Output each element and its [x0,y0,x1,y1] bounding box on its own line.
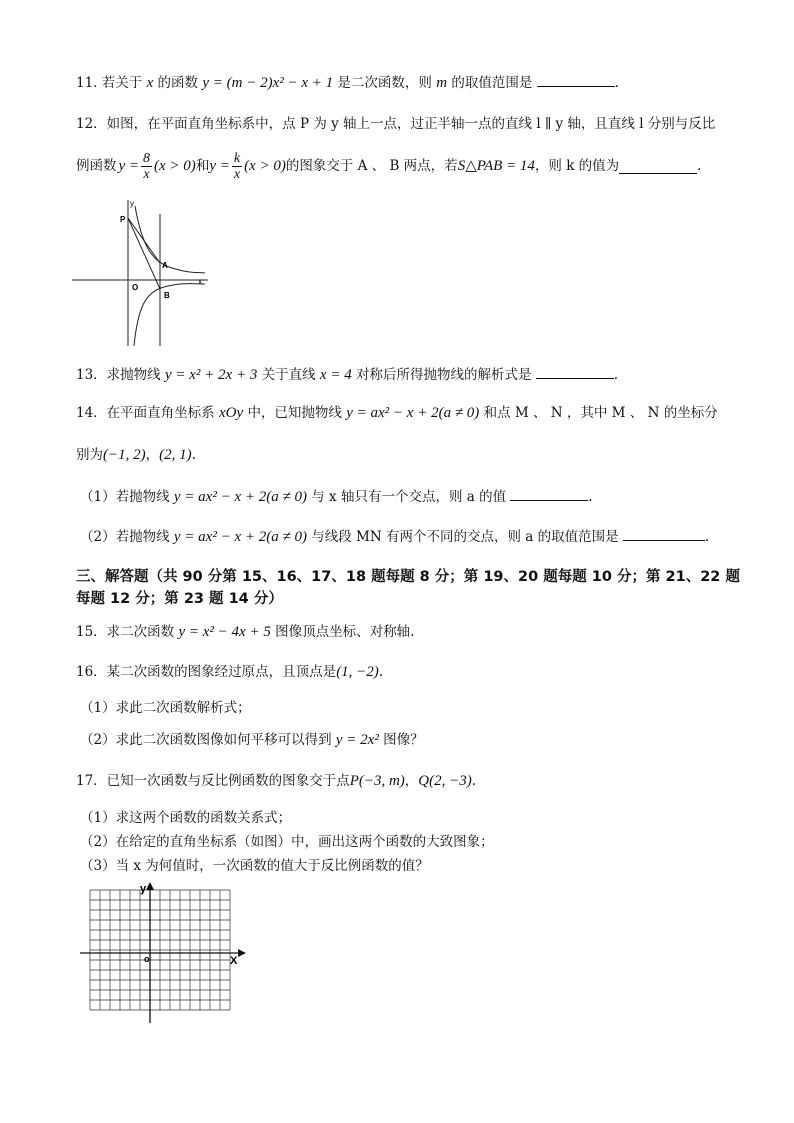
math-var: xOy [218,405,244,421]
equation: y = ax² − x + 2(a ≠ 0) [173,489,307,505]
question-text: 图像？ [383,732,424,748]
question-text: 14．在平面直角坐标系 [76,405,215,421]
question-text: 的图象交于 A 、 B 两点，若 [285,158,458,174]
answer-blank[interactable] [623,526,705,541]
fraction [232,151,242,182]
question-text: 图像顶点坐标、对称轴. [275,624,415,640]
question-14-line2 [76,445,196,465]
question-14-part1 [80,486,593,507]
equation: y = [209,158,230,174]
label-o: O [132,283,139,292]
grid-coordinate-system [80,880,250,1025]
math-var: x [146,75,154,91]
period: . [613,367,619,383]
question-16-part1: （1）求此二次函数解析式； [80,700,251,716]
segment-pa [128,218,160,263]
question-text: 17．已知一次函数与反比例函数的图象交于点 [76,773,350,789]
section-3-heading-line1: 三、解答题（共 90 分第 15、16、17、18 题每题 8 分；第 19、20 题每题 10 分；第 21、22 题 [76,569,740,585]
condition: (x > 0) [154,158,196,174]
period: . [588,489,593,505]
label-x: X [230,955,238,967]
question-11 [76,72,619,93]
question-text: 和 [195,158,210,174]
equation: y = [118,158,140,174]
question-text: 与 x 轴只有一个交点，则 a 的值 [311,489,507,505]
label-b: B [164,291,170,300]
question-13 [76,364,618,385]
equation: y = (m − 2)x² − x + 1 [202,75,334,91]
question-14-part2 [80,526,709,547]
comma: ， [145,447,160,463]
point: Q(2, −3) [418,773,472,789]
x-axis-arrow [238,949,246,957]
equation: y = 2x² [335,732,379,748]
question-14-line1 [76,403,718,423]
period: . [378,664,384,680]
period: . [191,447,196,463]
label-a: A [162,261,168,270]
equation: y = x² − 4x + 5 [178,624,271,640]
question-17-part3: （3）当 x 为何值时，一次函数的值大于反比例函数的值？ [80,858,429,874]
question-text: 的函数 [157,75,199,91]
fraction [141,151,152,182]
point: P(−3, m) [349,773,405,789]
question-text: 关于直线 [261,367,316,383]
answer-blank[interactable] [510,486,588,501]
comma: ， [404,773,419,789]
question-number: 11. [76,75,98,91]
figure-reciprocal-functions [72,196,222,346]
y-axis-arrow [146,882,154,890]
equation: S△PAB = 14 [457,158,535,174]
question-text: 和点 M 、 N ，其中 M 、 N 的坐标分 [483,405,718,421]
question-text: 与线段 MN 有两个不同的交点，则 a 的取值范围是 [311,529,619,545]
question-text: 例函数 [76,158,117,174]
question-text: 是二次函数，则 [337,75,432,91]
curve-8-over-x [135,206,205,273]
answer-blank[interactable] [537,72,615,87]
question-text: 13．求抛物线 [76,367,161,383]
question-16 [76,662,383,682]
question-text: （2）求此二次函数图像如何平移可以得到 [80,732,332,748]
grid-lines [90,890,230,1010]
period: . [704,529,710,545]
question-text: （2）若抛物线 [80,529,170,545]
question-text: 若关于 [101,75,143,91]
condition: (x > 0) [244,158,286,174]
question-17-part2: （2）在给定的直角坐标系（如图）中，画出这两个函数的大致图象； [80,834,494,850]
period: . [614,75,619,91]
question-12-line2 [76,148,701,184]
numerator: 8 [143,150,151,166]
period: . [471,773,477,789]
question-16-part2 [80,730,424,750]
question-text: ，则 k 的值为 [534,158,620,174]
period: . [697,158,702,174]
equation: y = x² + 2x + 3 [164,367,258,383]
point: (−1, 2) [103,447,146,463]
question-text: （1）若抛物线 [80,489,170,505]
denominator: x [233,166,241,182]
equation: y = ax² − x + 2(a ≠ 0) [346,405,480,421]
question-12-line1: 12．如图，在平面直角坐标系中，点 P 为 y 轴上一点，过正半轴一点的直线 l ∥ y 轴，且直线 l 分别与反比 [76,116,716,132]
math-var: m [436,75,448,91]
label-p: P [120,215,126,224]
equation: y = ax² − x + 2(a ≠ 0) [173,529,307,545]
point: (2, 1) [159,447,192,463]
numerator: k [233,150,241,166]
label-y: y [130,199,134,208]
denominator: x [143,166,150,182]
question-text: 16．某二次函数的图象经过原点，且顶点是 [76,664,337,680]
question-17 [76,771,476,791]
segment-pb [128,218,160,289]
point: (1, −2) [336,664,379,680]
question-text: 中，已知抛物线 [247,405,342,421]
answer-blank[interactable] [619,159,697,174]
answer-blank[interactable] [536,364,614,379]
question-text: 的取值范围是 [451,75,533,91]
label-y: y [140,883,147,895]
question-text: 别为 [76,447,103,463]
question-text: 对称后所得抛物线的解析式是 [356,367,532,383]
label-x: x [198,277,202,286]
question-17-part1: （1）求这两个函数的函数关系式； [80,810,292,826]
section-3-heading-line2: 每题 12 分；第 23 题 14 分） [76,591,283,607]
label-o: o [144,954,150,964]
question-text: 15．求二次函数 [76,624,175,640]
question-15 [76,622,414,642]
equation: x = 4 [319,367,352,383]
